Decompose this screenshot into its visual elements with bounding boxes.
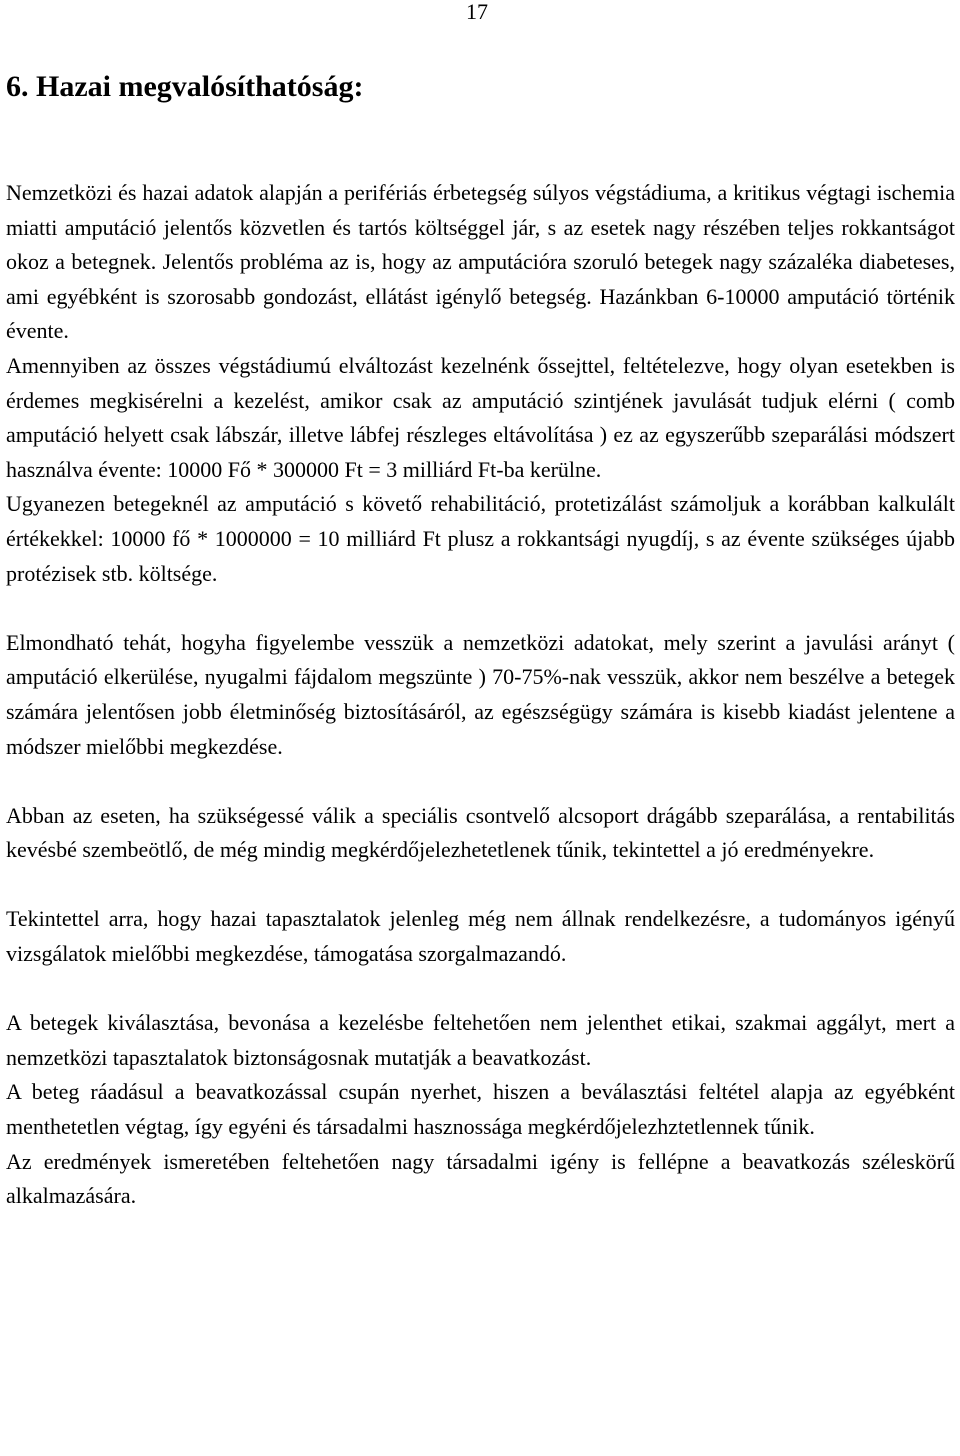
paragraph-spacer <box>6 764 955 799</box>
paragraph-intro: Nemzetközi és hazai adatok alapján a perifériás érbetegség súlyos végstádiuma, a kritikus végtagi ischemia miatti amputáció jelentős közvetlen és tartós költséggel jár, s az esetek nagy részében teljes rokkantságot okoz a betegnek. Jelentős probléma az is, hogy az amputációra szoruló betegek nagy százaléka diabeteses, ami egyébként is szorosabb gondozást, ellátást igénylő betegség. Hazánkban 6-10000 amputáció történik évente. <box>6 180 955 344</box>
paragraph-patient-benefit: A beteg ráadásul a beavatkozással csupán nyerhet, hiszen a beválasztási feltétel alapja az egyébként menthetetlen végtag, így egyéni és társadalmi hasznossága megkérdőjelezhztetlennek tűnik. <box>6 1079 955 1140</box>
paragraph-social-demand: Az eredmények ismeretében feltehetően nagy társadalmi igény is fellépne a beavatkozás széleskörű alkalmazására. <box>6 1148 955 1209</box>
paragraph-rehabilitation-cost: Ugyanezen betegeknél az amputáció s követő rehabilitáció, protetizálást számoljuk a korábban kalkulált értékekkel: 10000 fő * 1000000 = 10 milliárd Ft plusz a rokkantsági nyugdíj, s az évente szükséges újabb protézisek stb. költsége. <box>6 491 955 586</box>
document-body <box>6 176 955 1214</box>
paragraph-spacer <box>6 972 955 1007</box>
paragraph-conclusion: Elmondható tehát, hogyha figyelembe vesszük a nemzetközi adatokat, mely szerint a javulási arányt ( amputáció elkerülése, nyugalmi fájdalom megszünte ) 70-75%-nak vesszük, akkor nem beszélve a betegek számára jelentősen jobb életminőség biztosításáról, az egészségügy számára is kisebb kiadást jelentene a módszer mielőbbi megkezdése. <box>6 629 955 759</box>
page-number: 17 <box>466 0 488 24</box>
paragraph-spacer <box>6 591 955 626</box>
paragraph-bone-marrow-separation: Abban az eseten, ha szükségessé válik a speciális csontvelő alcsoport drágább szeparálása, a rentabilitás kevésbé szembeötlő, de még mindig megkérdőjelezhetetlenek tűnik, tekintettel a jó eredményekre. <box>6 802 955 863</box>
section-heading: 6. Hazai megvalósíthatóság: <box>6 70 364 103</box>
paragraph-patient-selection: A betegek kiválasztása, bevonása a kezelésbe feltehetően nem jelenthet etikai, szakmai aggályt, mert a nemzetközi tapasztalatok biztonságosnak mutatják a beavatkozást. <box>6 1010 955 1070</box>
paragraph-stem-cell-cost: Amennyiben az összes végstádiumú elváltozást kezelnénk őssejttel, feltételezve, hogy olyan esetekben is érdemes megkisérelni a kezelést, amikor csak az amputáció szintjének javulását tudjuk elérni ( comb amputáció helyett csak lábszár, illetve lábfej részleges eltávolítása ) ez az egyszerűbb szeparálási módszert használva évente: 10000 Fő * 300000 Ft = 3 milliárd Ft-ba kerülne. <box>6 352 955 482</box>
paragraph-spacer <box>6 868 955 903</box>
paragraph-domestic-experience: Tekintettel arra, hogy hazai tapasztalatok jelenleg még nem állnak rendelkezésre, a tudományos igényű vizsgálatok mielőbbi megkezdése, támogatása szorgalmazandó. <box>6 906 955 967</box>
